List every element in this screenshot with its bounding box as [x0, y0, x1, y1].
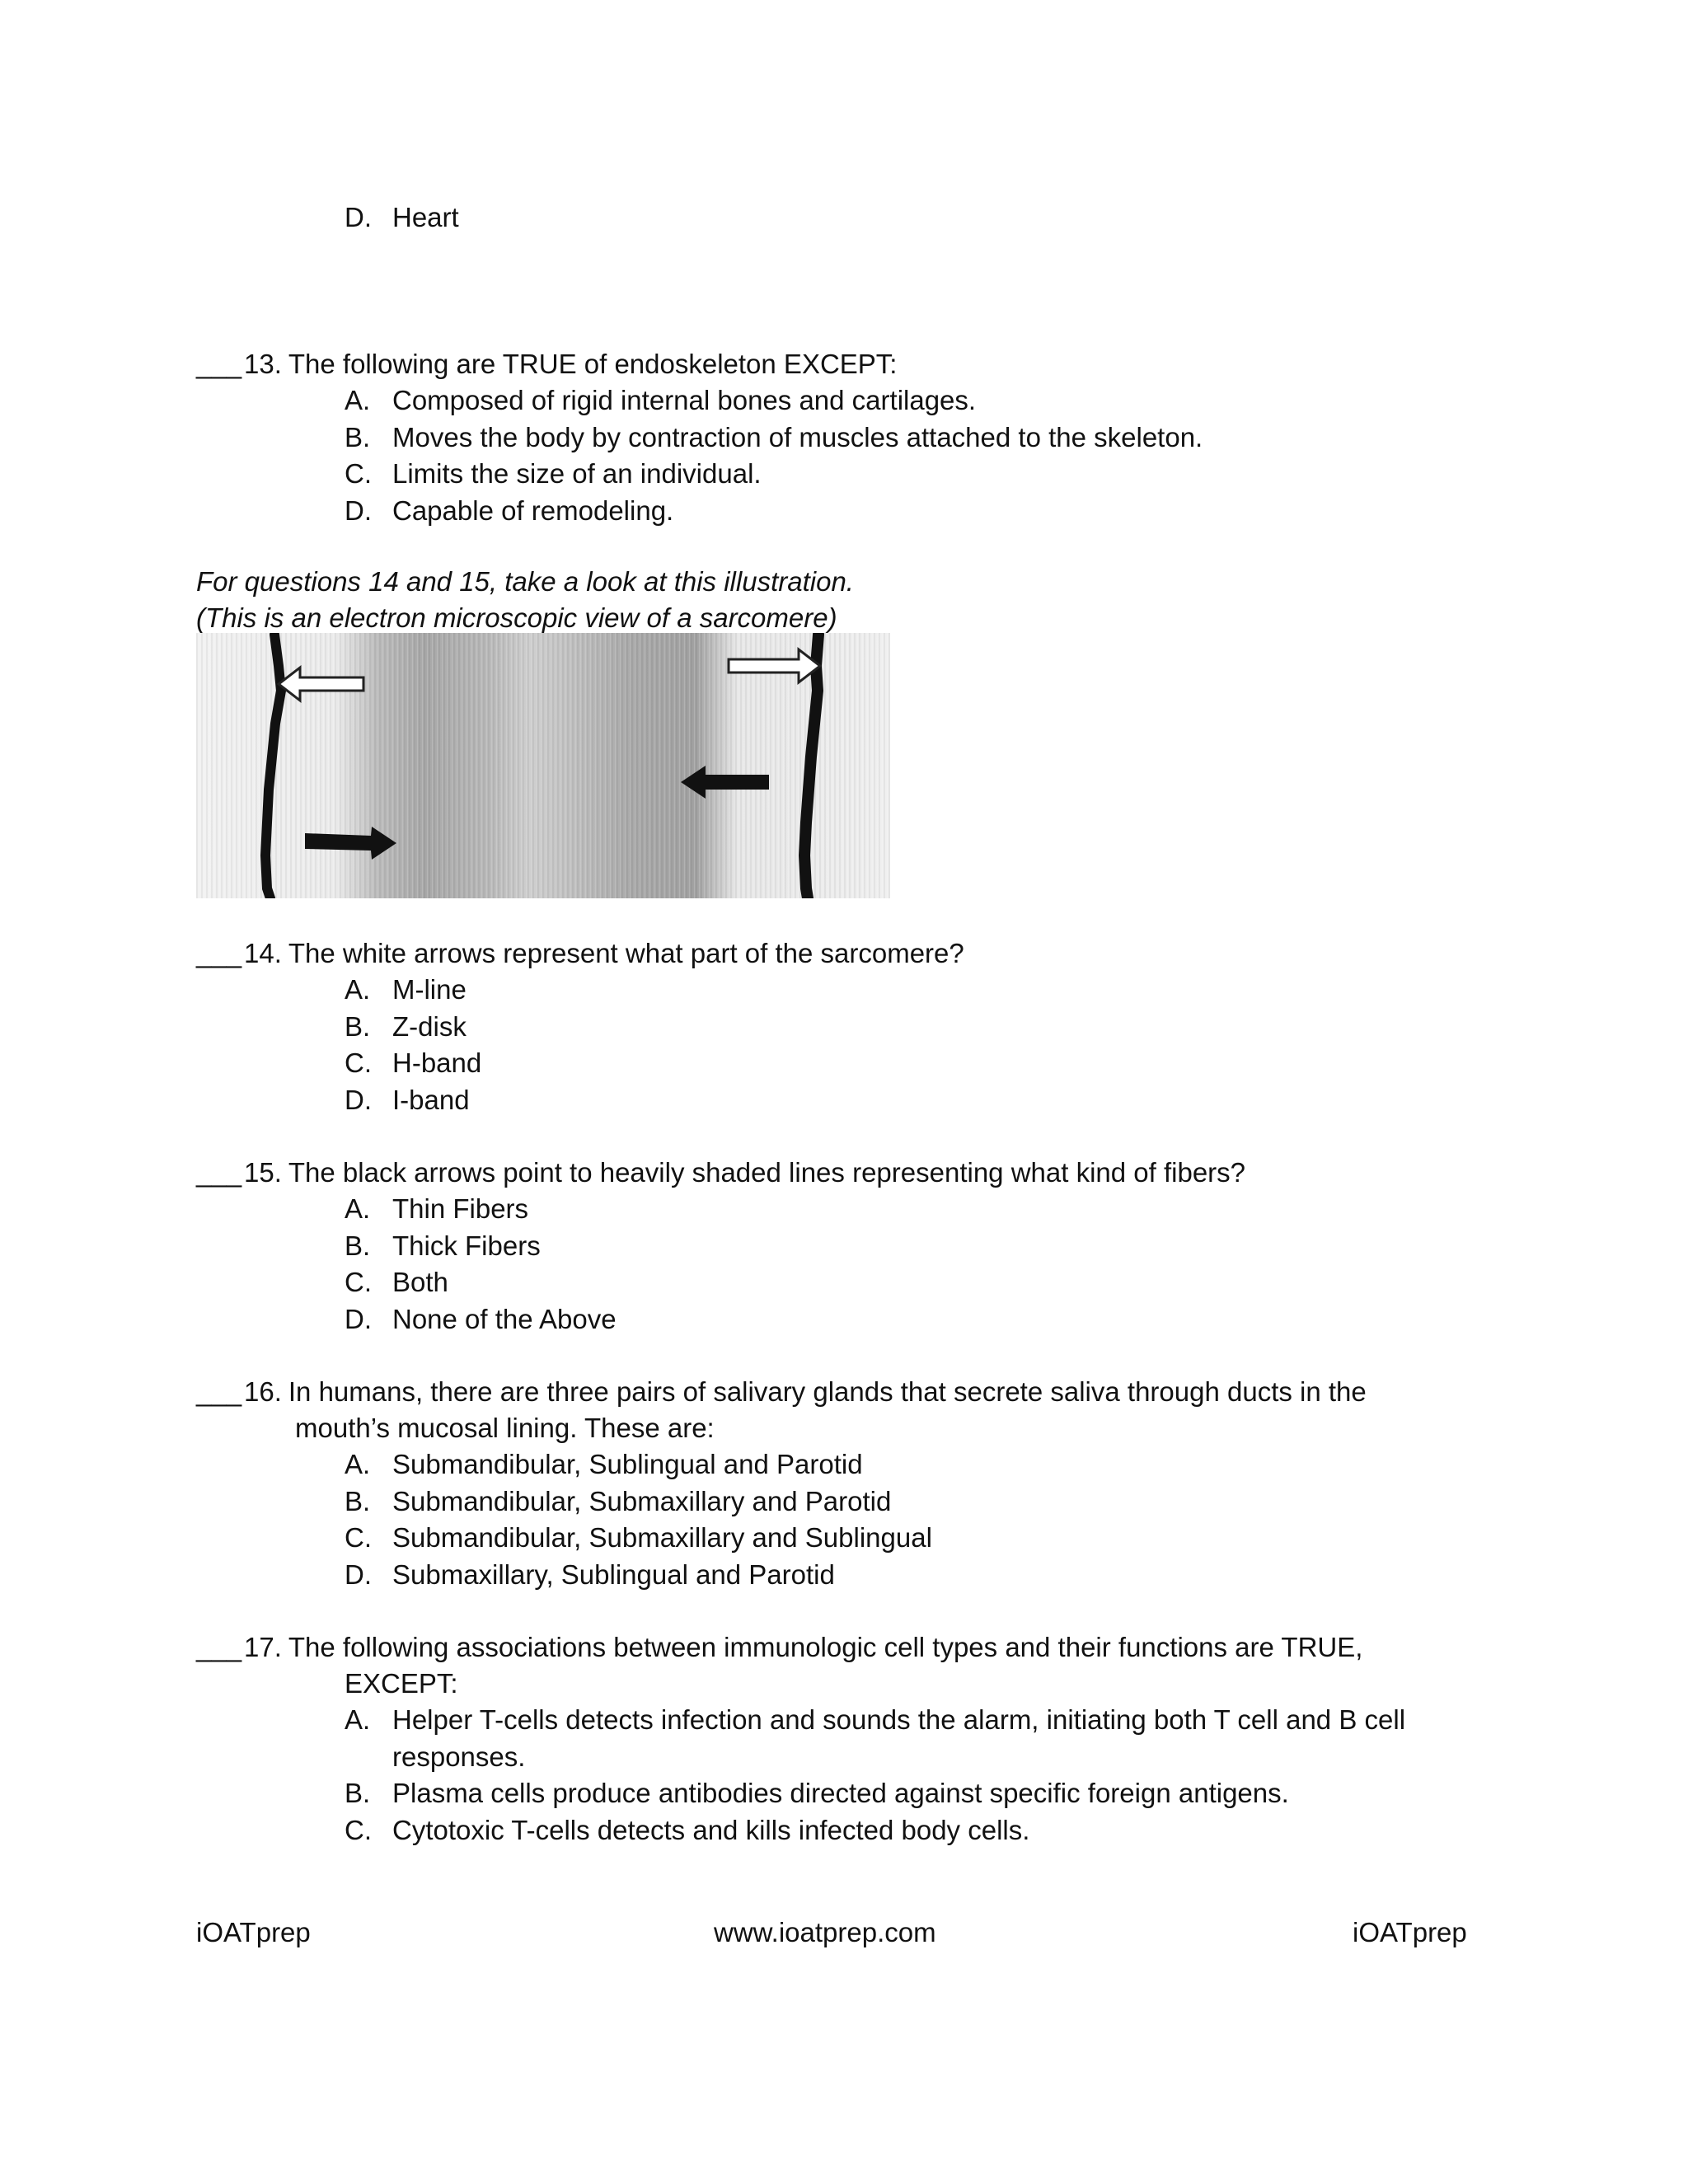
option-a	[196, 1446, 1482, 1483]
question-stem	[196, 1374, 1482, 1410]
option-text: Composed of rigid internal bones and cartilages.	[392, 385, 977, 415]
option-d	[196, 1557, 1482, 1594]
option-text: Helper T-cells detects infection and sounds the alarm, initiating both T cell and B cell	[392, 1704, 1406, 1735]
question-text: The black arrows point to heavily shaded lines representing what kind of fibers?	[288, 1157, 1246, 1188]
illustration-caption: (This is an electron microscopic view of a sarcomere)	[196, 602, 837, 633]
answer-blank: ___	[196, 938, 242, 968]
option-text: Submandibular, Submaxillary and Parotid	[392, 1485, 892, 1516]
option-text: Cytotoxic T-cells detects and kills infected body cells.	[392, 1815, 1030, 1846]
option-text: None of the Above	[392, 1304, 617, 1335]
answer-blank: ___	[196, 1632, 242, 1662]
option-a-continued	[196, 1739, 1482, 1776]
option-text: Thin Fibers	[392, 1193, 529, 1224]
option-text: Capable of remodeling.	[392, 495, 674, 527]
option-text-continued: responses.	[392, 1741, 526, 1772]
option-a	[196, 1191, 1482, 1228]
question-stem	[196, 1629, 1482, 1666]
option-c	[196, 1045, 1482, 1082]
illustration-instruction: For questions 14 and 15, take a look at this illustration.	[196, 566, 854, 597]
footer-url: www.ioatprep.com	[714, 1917, 936, 1947]
question-text-continued: EXCEPT:	[345, 1668, 458, 1699]
question-stem	[196, 1155, 1482, 1191]
option-c	[196, 456, 1482, 493]
question-number: 17.	[244, 1632, 282, 1662]
option-letter: B.	[345, 1485, 371, 1516]
option-d	[196, 493, 1482, 530]
option-c	[196, 1812, 1482, 1849]
question-number: 16.	[244, 1376, 282, 1407]
option-b	[196, 1228, 1482, 1265]
option-text: Moves the body by contraction of muscles attached to the skeleton.	[392, 421, 1203, 452]
option-text: I-band	[392, 1085, 470, 1116]
footer-right: iOATprep	[1353, 1917, 1467, 1947]
option-letter: C.	[345, 458, 372, 490]
sarcomere-micrograph	[196, 633, 890, 898]
option-letter: D.	[345, 1304, 372, 1335]
option-letter: B.	[345, 1010, 371, 1042]
question-text: The following associations between immunologic cell types and their functions are TRUE,	[288, 1632, 1363, 1662]
option-b	[196, 419, 1482, 457]
question-stem	[196, 346, 1482, 382]
question-text-continued: mouth’s mucosal lining. These are:	[295, 1413, 715, 1443]
question-15	[196, 1155, 1482, 1338]
option-text: Submandibular, Submaxillary and Sublingual	[392, 1522, 932, 1554]
option-letter: A.	[345, 385, 371, 415]
option-text: Limits the size of an individual.	[392, 458, 762, 490]
question-number: 13.	[244, 349, 282, 379]
question-13	[196, 346, 1482, 530]
option-letter: A.	[345, 974, 371, 1005]
option-letter: C.	[345, 1522, 372, 1554]
option-a	[196, 382, 1482, 419]
option-letter: D.	[345, 1559, 372, 1591]
option-text: Submandibular, Sublingual and Parotid	[392, 1449, 863, 1479]
footer-left: iOATprep	[196, 1917, 311, 1947]
option-letter: C.	[345, 1047, 372, 1079]
option-text: Both	[392, 1267, 448, 1298]
answer-blank: ___	[196, 349, 242, 379]
option-letter: D.	[345, 202, 372, 232]
option-d	[196, 1301, 1482, 1338]
option-c	[196, 1520, 1482, 1557]
option-text: M-line	[392, 974, 467, 1005]
option-letter: C.	[345, 1267, 372, 1298]
option-letter: A.	[345, 1704, 371, 1735]
option-c	[196, 1264, 1482, 1301]
question-number: 14.	[244, 938, 282, 968]
question-16	[196, 1374, 1482, 1594]
option-b	[196, 1483, 1482, 1521]
question-stem	[196, 935, 1482, 972]
option-a	[196, 1702, 1482, 1739]
option-text: Thick Fibers	[392, 1230, 541, 1261]
question-text: The white arrows represent what part of the sarcomere?	[288, 938, 964, 968]
answer-blank: ___	[196, 1376, 242, 1407]
question-14	[196, 935, 1482, 1119]
option-letter: B.	[345, 1778, 371, 1809]
option-d	[196, 1082, 1482, 1119]
question-number: 15.	[244, 1157, 282, 1188]
option-text: Plasma cells produce antibodies directed against specific foreign antigens.	[392, 1778, 1289, 1809]
question-text: The following are TRUE of endoskeleton EXCEPT:	[288, 349, 898, 379]
option-letter: B.	[345, 421, 371, 452]
option-b	[196, 1009, 1482, 1046]
option-letter: C.	[345, 1815, 372, 1846]
option-letter: A.	[345, 1449, 371, 1479]
option-text: Submaxillary, Sublingual and Parotid	[392, 1559, 835, 1591]
option-letter: A.	[345, 1193, 371, 1224]
option-letter: B.	[345, 1230, 371, 1261]
option-text: Z-disk	[392, 1010, 467, 1042]
question-17	[196, 1629, 1482, 1849]
question-text: In humans, there are three pairs of salivary glands that secrete saliva through ducts in the	[288, 1376, 1367, 1407]
option-text: H-band	[392, 1047, 482, 1079]
option-letter: D.	[345, 1085, 372, 1116]
option-b	[196, 1775, 1482, 1812]
option-letter: D.	[345, 495, 372, 527]
answer-blank: ___	[196, 1157, 242, 1188]
option-text: Heart	[392, 202, 459, 232]
option-a	[196, 972, 1482, 1009]
